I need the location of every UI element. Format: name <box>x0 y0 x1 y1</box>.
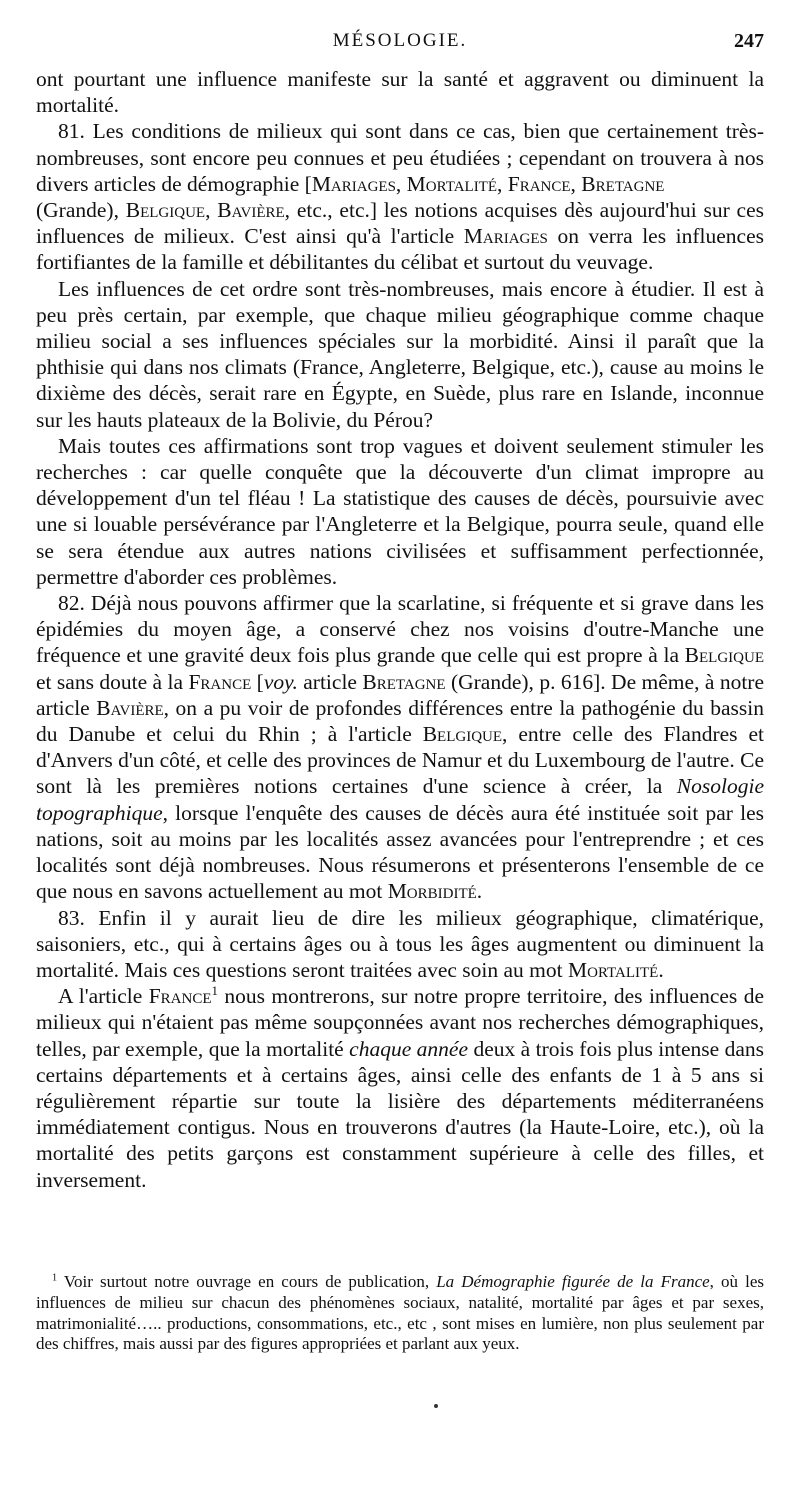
footnote-1: $^1$ Voir surtout notre ouvrage en cours de publication, La Démographie figurée de la France, où les influences de milieu sur chacun des phénomènes sociaux, natalité, mortalité par âges et par sexes, matrimonialité….. productions, consommations, etc., etc , sont mises en lumière, non plus seulement par des chiffres, mais aussi par des figures appropriées et parlant aux yeux. <box>36 1272 765 1354</box>
paragraph-81: 81. Les conditions de milieux qui sont dans ce cas, bien que certainement très-nombreuses, sont encore peu connues et peu étudiées ; cependant on trouvera à nos divers articles de démographie [Mariages, Mortalité, France, Bretagne (Grande), Belgique, Bavière, etc., etc.] les notions acquises dès aujourd'hui sur ces influences de milieux. C'est ainsi qu'à l'article Mariages on verra les influences fortifiantes de la famille et débilitantes du célibat et surtout du veuvage. <box>36 119 764 275</box>
footnote-reference: 1 <box>211 983 218 998</box>
page-header <box>36 30 764 58</box>
paragraph-influences: Les influences de cet ordre sont très-nombreuses, mais encore à étudier. Il est à peu près certain, par exemple, que chaque milieu géographique comme chaque milieu social a ses influences spéciales sur la morbidité. Ainsi il paraît que la phthisie qui dans nos climats (France, Angleterre, Belgique, etc.), cause au moins le dixième des décès, serait rare en Égypte, en Suède, plus rare en Islande, inconnue sur les hauts plateaux de la Bolivie, du Pérou? <box>36 276 764 432</box>
paragraph-france: A l'article France$^1$ nous montrerons, sur notre propre territoire, des influences de milieux qui n'étaient pas même soupçonnées avant nos recherches démographiques, telles, par exemple, que la mortalité chaque année deux à trois fois plus intense dans certains départements et à certains âges, ainsi celle des enfants de 1 à 5 ans si régulièrement répartie sur toute la lisière des départements méditerranéens immédiatement contigus. Nous en trouverons d'autres (la Haute-Loire, etc.), où la mortalité des petits garçons est constamment supérieure à celle des filles, et inversement. <box>36 983 764 1192</box>
section-number: 81. <box>58 119 85 144</box>
footnote-mark: 1 <box>52 1272 58 1284</box>
paragraph-continuation: ont pourtant une influence manifeste sur la santé et aggravent ou diminuent la mortalité. <box>36 67 764 118</box>
body-text <box>36 66 764 1193</box>
section-number: 83. <box>58 905 85 930</box>
running-title: MÉSOLOGIE. <box>332 30 468 51</box>
paragraph-affirmations: Mais toutes ces affirmations sont trop vagues et doivent seulement stimuler les recherches : car quelle conquête que la découverte d'un climat impropre au développement d'un tel fléau ! La statistique des causes de décès, poursuivie avec une si louable persévérance par l'Angleterre et la Belgique, pourra seule, quand elle se sera étendue aux autres nations civilisées et suffisamment perfectionnée, permettre d'aborder ces problèmes. <box>36 433 764 589</box>
paragraph-82: 82. Déjà nous pouvons affirmer que la scarlatine, si fréquente et si grave dans les épidémies du moyen âge, a conservé chez nos voisins d'outre-Manche une fréquence et une gravité deux fois plus grande que celle qui est propre à la Belgique et sans doute à la France [voy. article Bretagne (Grande), p. 616]. De même, à notre article Bavière, on a pu voir de profondes différences entre la pathogénie du bassin du Danube et celui du Rhin ; à l'article Belgique, entre celle des Flandres et d'Anvers d'un côté, et celle des provinces de Namur et du Luxembourg de l'autre. Ce sont là les premières notions certaines d'une science à créer, la Nosologie topographique, lorsque l'enquête des causes de décès aura été instituée soit par les nations, soit au moins par les localités assez avancées pour l'entreprendre ; et ces localités sont déjà nombreuses. Nous résumerons et présenterons l'ensemble de ce que nous en savons actuellement au mot Morbidité. <box>36 591 765 904</box>
printer-dot-mark <box>434 1404 438 1408</box>
footnotes <box>36 1272 764 1355</box>
section-number: 82. <box>58 591 85 616</box>
page-number: 247 <box>734 30 764 52</box>
paragraph-83: 83. Enfin il y aurait lieu de dire les milieux géographique, climatérique, saisoniers, etc., qui à certains âges ou à tous les âges augmentent ou diminuent la mortalité. Mais ces questions seront traitées avec soin au mot Mortalité. <box>36 905 764 982</box>
